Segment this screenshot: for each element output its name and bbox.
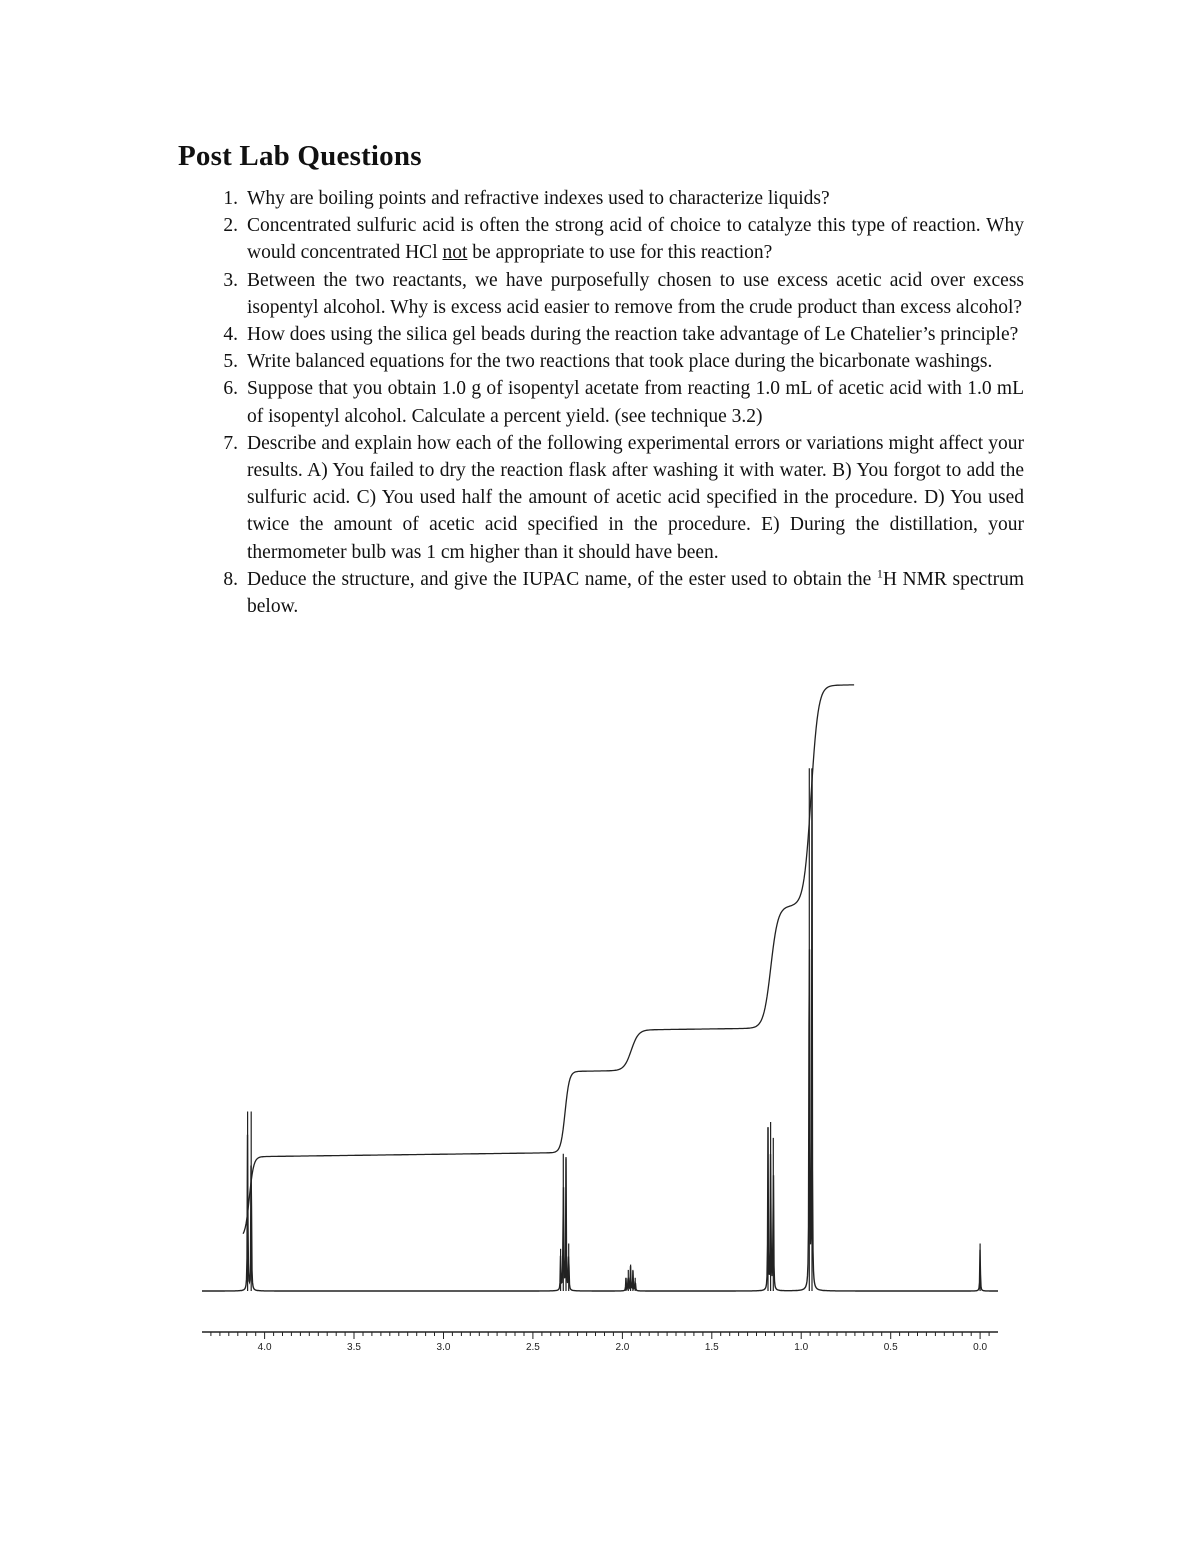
x-tick-label: 4.0 [257,1342,272,1353]
question-text: Write balanced equations for the two reactions that took place during the bicarbonate washings. [247,351,993,373]
question-text: How does using the silica gel beads during the reaction take advantage of Le Chatelier’s principle? [247,324,1019,346]
question-text: Describe and explain how each of the following experimental errors or variations might affect your results. A) You failed to dry the reaction flask after washing it with water. B) You forgot to add the sulfuric acid. C) You used half the amount of acetic acid specified in the procedure. D) You used twice the amount of acetic acid specified in the procedure. E) During the distillation, your thermometer bulb was 1 cm higher than it should have been. [247,432,1024,563]
x-tick-label: 3.0 [436,1342,451,1353]
question-number: 8. [223,568,238,590]
question-text: Why are boiling points and refractive indexes used to characterize liquids? [247,188,830,209]
x-tick-label: 0.0 [973,1342,988,1353]
question-text: Suppose that you obtain 1.0 g of isopentyl acetate from reacting 1.0 mL of acetic acid with 1.0 mL of isopentyl alcohol. Calculate a percent yield. (see technique 3.2) [247,378,1024,427]
x-tick-label: 1.0 [794,1342,809,1353]
question-number: 2. [223,215,238,237]
x-tick-label: 3.5 [347,1342,361,1353]
x-tick-label: 1.5 [704,1342,719,1353]
question-number: 1. [223,188,238,209]
question-number: 7. [223,432,238,454]
question-text-part: be appropriate to use for this reaction? [467,242,773,264]
question-text: Between the two reactants, we have purposefully chosen to use excess acetic acid over excess isopentyl alcohol. Why is excess acid easier to remove from the crude product than excess alcohol? [247,269,1024,318]
question-text-part: H NMR spectrum below. [247,568,1024,618]
integral-trace [243,685,854,1234]
question-number: 6. [223,378,238,400]
x-tick-label: 2.5 [525,1342,540,1353]
question-text-part: Concentrated sulfuric acid is often the strong acid of choice to catalyze this type of reaction. Why would concentrated HCl [247,215,1024,264]
question-number: 3. [223,269,238,291]
x-tick-label: 2.0 [615,1342,630,1353]
spectrum-trace [202,769,998,1291]
question-number: 5. [223,351,238,373]
underlined-word: not [442,242,468,264]
x-tick-label: 0.5 [883,1342,898,1353]
question-text-part: Deduce the structure, and give the IUPAC name, of the ester used to obtain the [247,568,877,590]
question-number: 4. [223,324,238,346]
isotope-superscript: 1 [876,566,883,581]
page-title: Post Lab Questions [178,140,422,172]
